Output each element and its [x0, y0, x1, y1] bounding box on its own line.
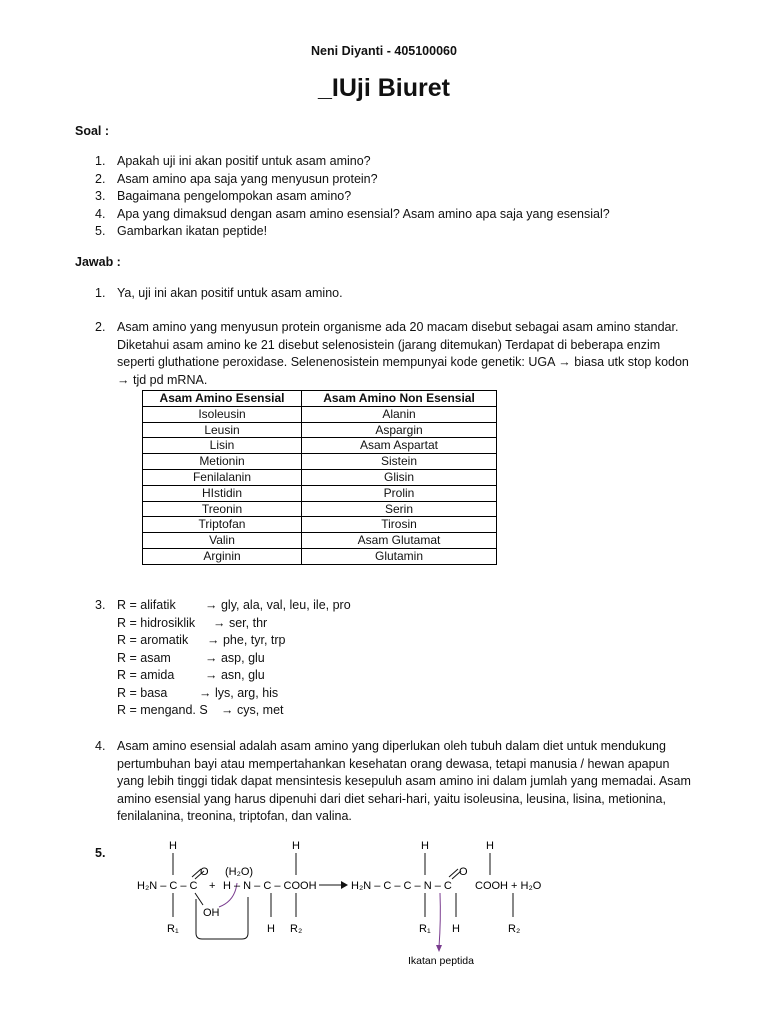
- diagram-o-label: O: [200, 866, 209, 878]
- soal-label: Soal :: [75, 124, 110, 138]
- diagram-r2-label: R₂: [290, 923, 303, 935]
- diagram-h-label: H: [292, 840, 300, 852]
- diagram-plus: +: [209, 880, 216, 892]
- diagram-o-label: O: [459, 866, 468, 878]
- question-item: 4. Apa yang dimaksud dengan asam amino esensial? Asam amino apa saja yang esensial?: [95, 206, 610, 221]
- header-essential: Asam Amino Esensial: [143, 391, 302, 407]
- r-group-row: R = mengand. S → cys, met: [117, 703, 284, 717]
- table-row: Metionin Sistein: [143, 454, 497, 470]
- r-group-row: R = asam → asp, glu: [117, 650, 265, 665]
- diagram-oh-label: OH: [203, 907, 220, 919]
- peptide-bond-label: Ikatan peptida: [408, 955, 474, 967]
- jawab-label: Jawab :: [75, 255, 121, 269]
- peptide-pointer-line: [439, 893, 440, 947]
- document-title: _IUji Biuret: [318, 74, 450, 102]
- amino-acid-table: [142, 390, 497, 565]
- diagram-r1-label: R₁: [419, 923, 431, 935]
- table-row: Arginin Glutamin: [143, 548, 497, 564]
- diagram-r1-label: R₁: [167, 923, 179, 935]
- peptide-bond-diagram: [95, 835, 555, 975]
- table-row: Fenilalanin Glisin: [143, 469, 497, 485]
- table-row: Triptofan Tirosin: [143, 517, 497, 533]
- diagram-product-tail: COOH + H₂O: [475, 880, 542, 892]
- table-row: Leusin Aspargin: [143, 422, 497, 438]
- question-item: 3. Bagaimana pengelompokan asam amino?: [95, 189, 352, 203]
- table-row: Lisin Asam Aspartat: [143, 438, 497, 454]
- peptide-pointer-head: [436, 945, 442, 952]
- diagram-product-chain: H₂N – C – C – N – C: [351, 880, 452, 892]
- answer-3: 3. R = alifatik → gly, ala, val, leu, ile, pro R = hidrosiklik → ser, thr R = aromatik → phe, tyr, trp R = asam → asp, glu R = amida → asn, glu R = basa → lys, arg, his R = mengand. S → cys, met: [95, 597, 695, 720]
- diagram-h-label: H: [421, 840, 429, 852]
- r-group-row: R = basa → lys, arg, his: [117, 685, 279, 700]
- table-row: Valin Asam Glutamat: [143, 533, 497, 549]
- bond-line: [449, 869, 458, 877]
- question-list: [95, 153, 610, 241]
- diagram-h2o-label: (H₂O): [225, 866, 254, 878]
- header-nonessential: Asam Amino Non Esensial: [302, 391, 497, 407]
- diagram-h-label: H: [452, 923, 460, 935]
- diagram-h-label: H: [486, 840, 494, 852]
- question-item: 5. Gambarkan ikatan peptide!: [95, 224, 268, 238]
- table-row: Treonin Serin: [143, 501, 497, 517]
- diagram-middle-chain: H – N – C – COOH: [223, 880, 317, 892]
- answer-4: 4. Asam amino esensial adalah asam amino yang diperlukan oleh tubuh dalam diet untuk mendukung pertumbuhan bayi atau mempertahankan kesehatan orang dewasa, tetapi manusia / hewan apapun yang lebih tinggi tidak dapat mensintesis kesepuluh asam amino ini dalam jumlah yang memadai. Asam amino esensial yang harus dipenuhi dari diet sehari-hari, yaitu isoleusina, leusina, lisina, metionina, fenilalanina, treonina, triptofan, dan valina.: [95, 739, 691, 823]
- answer-1: 1. Ya, uji ini akan positif untuk asam amino.: [95, 286, 343, 300]
- r-group-row: R = hidrosiklik → ser, thr: [117, 615, 268, 630]
- r-group-row: R = aromatik → phe, tyr, trp: [117, 633, 286, 647]
- question-item: 1. Apakah uji ini akan positif untuk asam amino?: [95, 154, 371, 168]
- diagram-r2-label: R₂: [508, 923, 521, 935]
- author-line: Neni Diyanti - 405100060: [311, 44, 457, 58]
- r-group-row: R = alifatik → gly, ala, val, leu, ile, pro: [117, 598, 351, 612]
- diagram-h-label: H: [267, 923, 275, 935]
- reaction-arrow-head: [341, 881, 348, 889]
- answer-5-number: 5.: [95, 846, 106, 860]
- table-row: Isoleusin Alanin: [143, 406, 497, 422]
- table-row: HIstidin Prolin: [143, 485, 497, 501]
- table-header-row: [143, 391, 497, 407]
- question-item: 2. Asam amino apa saja yang menyusun protein?: [95, 171, 378, 186]
- diagram-left-chain: H₂N – C – C: [137, 880, 198, 892]
- diagram-h-label: H: [169, 840, 177, 852]
- r-group-row: R = amida → asn, glu: [117, 668, 265, 682]
- answer-2: 2. Asam amino yang menyusun protein organisme ada 20 macam disebut sebagai asam amino standar. Diketahui asam amino ke 21 disebut selenosistein (jarang ditemukan) Terdapat di beberapa enzim seperti gluthatione peroxidase. Selenenosistein mempunyai kode genetik: UGA → biasa utk stop kodon → tjd pd mRNA.: [95, 320, 689, 387]
